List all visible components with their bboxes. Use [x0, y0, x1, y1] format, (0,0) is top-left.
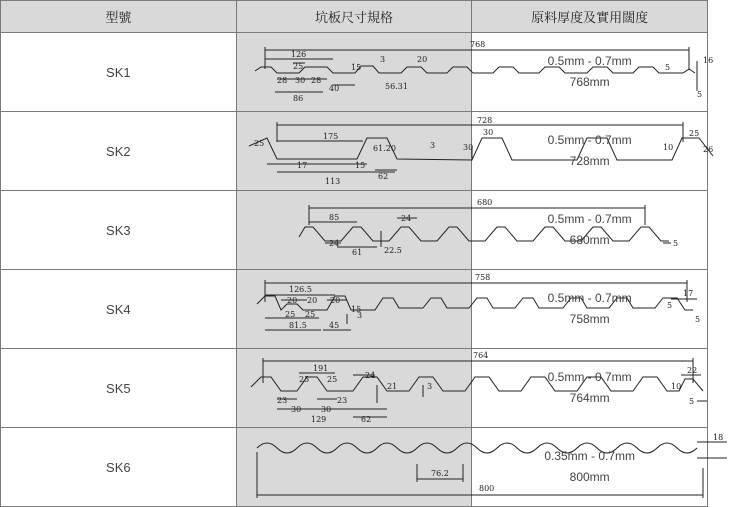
- header-model: 型號: [1, 1, 237, 33]
- dim-h: 45: [328, 321, 339, 330]
- dim-h: 3: [379, 55, 385, 64]
- dim-d: 30: [294, 76, 305, 85]
- thickness-value: 0.5mm - 0.7mm: [547, 54, 632, 68]
- dim-l: 16: [702, 56, 713, 65]
- dim-c: 25: [326, 375, 337, 384]
- dim-a: 85: [328, 213, 339, 222]
- dim-g: 15: [354, 161, 365, 170]
- dim-total: 800: [478, 484, 494, 493]
- model-cell: SK3: [1, 191, 237, 270]
- dim-b: 30: [482, 128, 493, 137]
- model-cell: SK2: [1, 112, 237, 191]
- header-spec: 原料厚度及實用闊度: [472, 1, 708, 33]
- dim-d: 61: [351, 248, 362, 257]
- dim-n: 10: [670, 382, 681, 391]
- dim-a: 76.2: [430, 469, 449, 478]
- dim-i: 20: [416, 55, 427, 64]
- model-cell: SK1: [1, 33, 237, 112]
- dim-m: 5: [694, 315, 700, 324]
- table-row: [1, 191, 708, 270]
- dim-e: 21: [386, 382, 397, 391]
- width-value: 800mm: [569, 470, 610, 484]
- table-row: [1, 33, 708, 112]
- dim-f: 25: [304, 310, 315, 319]
- dim-n: 5: [696, 90, 702, 99]
- dim-k: 15: [350, 63, 361, 72]
- dim-total: 680: [476, 198, 492, 207]
- width-value: 728mm: [569, 154, 610, 168]
- thickness-value: 0.5mm - 0.7mm: [547, 212, 632, 226]
- dim-k: 129: [310, 415, 326, 424]
- dim-total: 768: [469, 40, 485, 49]
- header-row: [1, 1, 708, 33]
- dim-i: 113: [324, 177, 340, 186]
- width-value: 764mm: [569, 391, 610, 405]
- dim-total: 764: [472, 351, 488, 360]
- dim-c: 20: [306, 296, 317, 305]
- dim-total: 758: [474, 273, 490, 282]
- dim-c: 61.20: [372, 144, 396, 153]
- width-value: 680mm: [569, 233, 610, 247]
- dim-c: 24: [328, 239, 339, 248]
- dim-h: 62: [377, 172, 388, 181]
- dim-l: 5: [666, 301, 672, 310]
- dim-e: 28: [310, 76, 321, 85]
- width-value: 758mm: [569, 312, 610, 326]
- dim-a: 191: [312, 364, 328, 373]
- dim-e: 22.5: [383, 246, 402, 255]
- dim-f: 5: [672, 239, 678, 248]
- dim-j: 30: [320, 405, 331, 414]
- dim-m: 26: [702, 145, 713, 154]
- dim-h: 23: [336, 396, 347, 405]
- header-drawing: 坑板尺寸規格: [236, 1, 472, 33]
- dim-j: 3: [356, 311, 362, 320]
- dim-m: 5: [664, 63, 670, 72]
- dim-e: 30: [462, 143, 473, 152]
- dim-b: 24: [400, 214, 411, 223]
- thickness-value: 0.5mm - 0.7mm: [547, 291, 632, 305]
- dim-a: 126: [290, 50, 306, 59]
- dim-b: 25: [292, 62, 303, 71]
- dim-j: 25: [253, 139, 264, 148]
- dim-b: 25: [298, 375, 309, 384]
- dim-d: 20: [329, 296, 340, 305]
- dim-k: 10: [662, 143, 673, 152]
- width-value: 768mm: [569, 75, 610, 89]
- dim-g: 23: [276, 396, 287, 405]
- dim-f: 86: [292, 94, 303, 103]
- dim-a: 175: [322, 132, 338, 141]
- dim-o: 5: [688, 397, 694, 406]
- dim-b: 20: [286, 296, 297, 305]
- dim-b: 18: [712, 433, 723, 442]
- thickness-value: 0.35mm - 0.7mm: [544, 449, 635, 463]
- dim-m: 22: [686, 366, 697, 375]
- dim-g: 40: [328, 84, 339, 93]
- model-cell: SK6: [1, 428, 237, 507]
- dim-c: 28: [276, 76, 287, 85]
- dim-l: 25: [688, 129, 699, 138]
- dim-f: 3: [426, 382, 432, 391]
- dim-l: 62: [360, 415, 371, 424]
- dim-j: 56.31: [384, 82, 408, 91]
- table-row: [1, 349, 708, 428]
- dim-e: 25: [284, 310, 295, 319]
- model-cell: SK5: [1, 349, 237, 428]
- table-row: [1, 428, 708, 507]
- spec-cell: [469, 33, 708, 112]
- dim-a: 126.5: [288, 285, 312, 294]
- dim-k: 17: [682, 289, 693, 298]
- thickness-value: 0.5mm - 0.7mm: [547, 370, 632, 384]
- dim-i: 15: [350, 305, 361, 314]
- table-row: [1, 270, 708, 349]
- model-cell: SK4: [1, 270, 237, 349]
- dim-f: 17: [296, 161, 307, 170]
- table-row: [1, 112, 708, 191]
- dim-g: 81.5: [288, 321, 307, 330]
- dim-i: 30: [290, 405, 301, 414]
- thickness-value: 0.5mm - 0.7mm: [547, 133, 632, 147]
- dim-d: 24: [364, 371, 375, 380]
- spec-cell: [472, 270, 708, 349]
- dim-total: 728: [476, 116, 492, 125]
- dim-d: 3: [429, 141, 435, 150]
